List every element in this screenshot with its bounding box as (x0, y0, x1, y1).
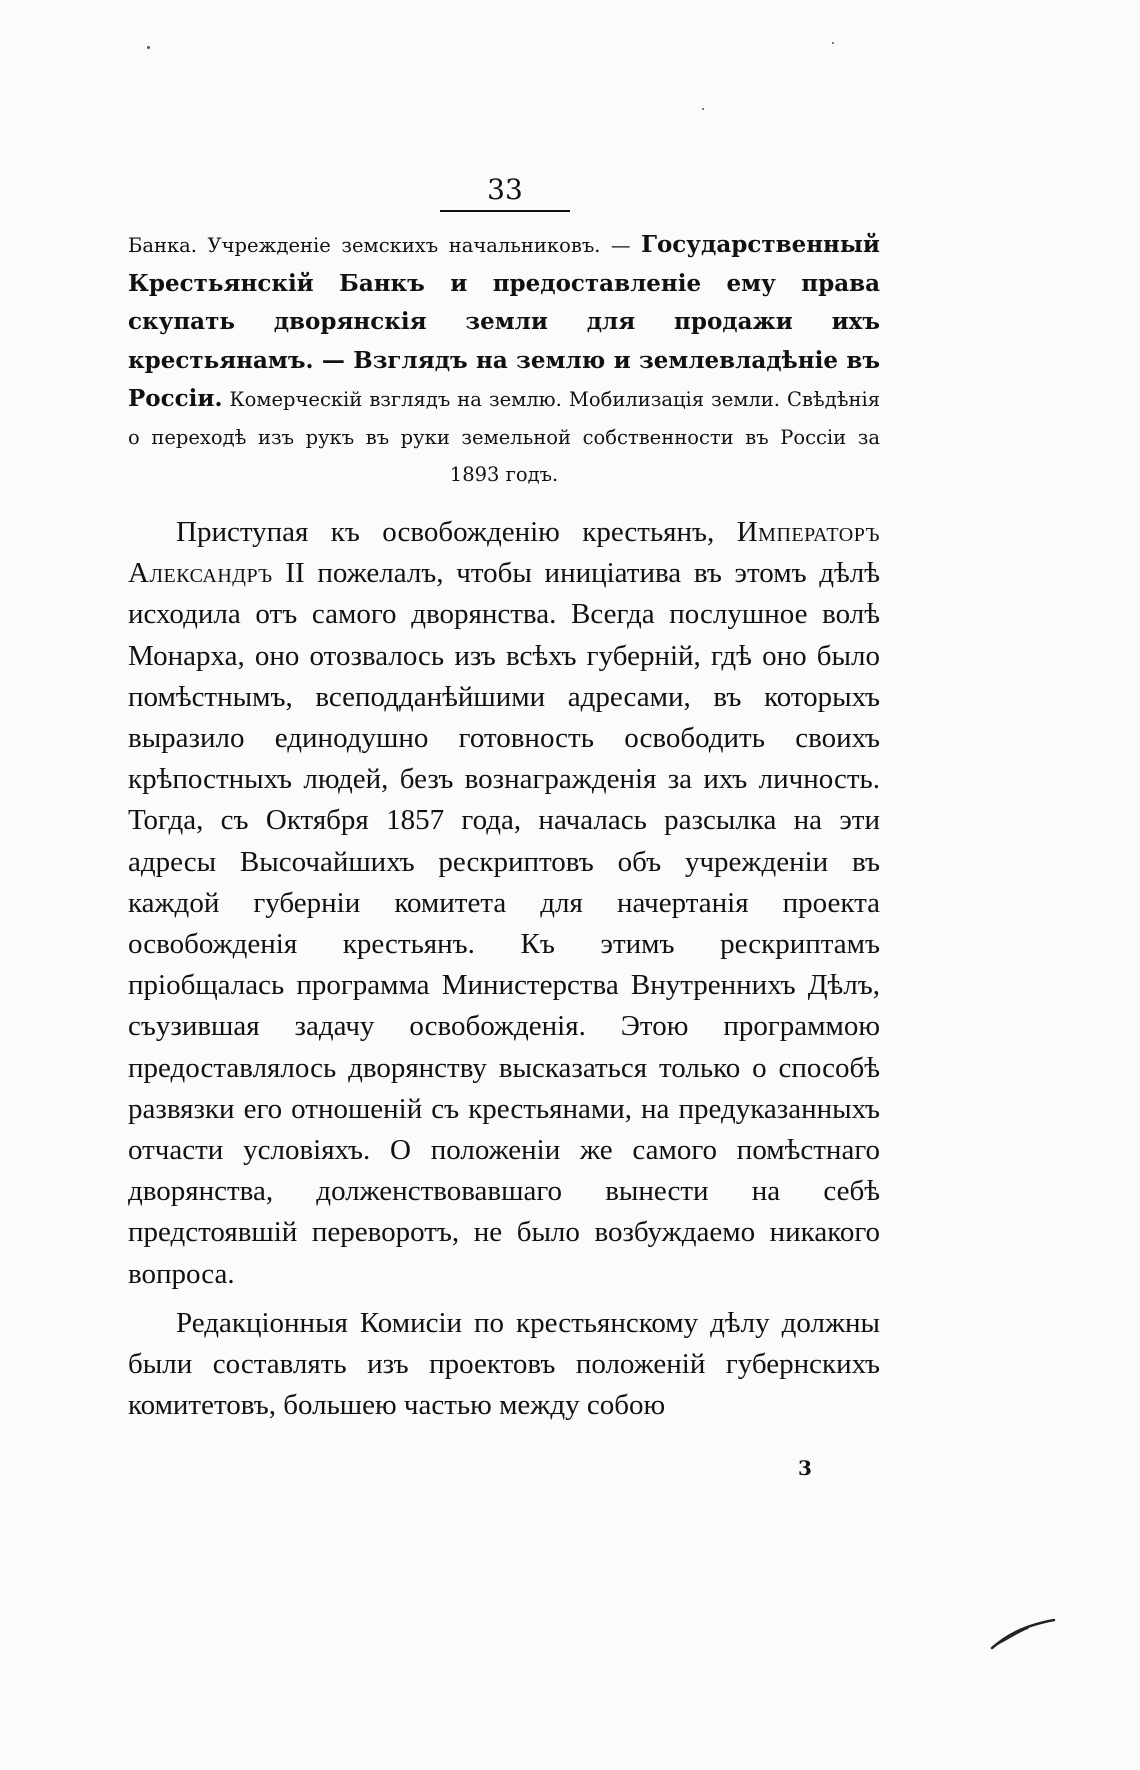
summary-part-2-bold: Государственный Крестьянскій Банкъ и предоставленіе ему права скупать дворянскія земли для продажи ихъ крестьянамъ. — Взглядъ на землю и землевладѣніе въ Россіи. (128, 231, 880, 412)
paragraph-1-rest: II пожелалъ, чтобы иниціатива въ этомъ дѣлѣ исходила отъ самого дворянства. Всегда послушное волѣ Монарха, оно отозвалось изъ всѣхъ губерній, гдѣ оно было помѣстнымъ, всеподданѣйшими адресами, въ которыхъ выразило единодушно готовность освободить своихъ крѣпостныхъ людей, безъ вознагражденія за ихъ личность. Тогда, съ Октября 1857 года, началась разсылка на эти адресы Высочайшихъ рескриптовъ объ учрежденіи въ каждой губерніи комитета для начертанія проекта освобожденія крестьянъ. Къ этимъ рескриптамъ пріобщалась программа Министерства Внутреннихъ Дѣлъ, съузившая задачу освобожденія. Этою программою предоставлялось дворянству высказаться только о способѣ развязки его отношеній съ крестьянами, на предуказанныхъ отчасти условіяхъ. О положеніи же самого помѣстнаго дворянства, долженствовавшаго вынести на себѣ предстоявшій переворотъ, не было возбуждаемо никакого вопроса. (128, 557, 880, 1290)
summary-part-3: Комерческій взглядъ на землю. Мобилизація земли. Свѣдѣнія о переходѣ изъ рукъ въ руки земельной собственности въ Россіи за 1893 годъ. (128, 388, 880, 486)
emperor-name: Императоръ Александръ (128, 516, 880, 590)
paper-speck (147, 46, 150, 49)
paper-speck (702, 108, 704, 110)
chapter-summary (128, 226, 880, 494)
paragraph-2: Редакціонныя Комисіи по крестьянскому дѣлу должны были составлять изъ проектовъ положеній губернскихъ комитетовъ, большею частью между собою (128, 1306, 880, 1422)
pen-stroke-mark (988, 1612, 1058, 1652)
paragraph-1 (128, 512, 880, 1295)
signature-mark: 3 (798, 1456, 812, 1480)
paper-speck (832, 42, 834, 44)
page-number: 33 (440, 172, 570, 212)
summary-part-1: Банка. Учрежденіе земскихъ начальниковъ. — (128, 234, 642, 257)
main-text (128, 512, 880, 1426)
paragraph-1-start: Приступая къ освобожденію крестьянъ, (176, 516, 737, 548)
